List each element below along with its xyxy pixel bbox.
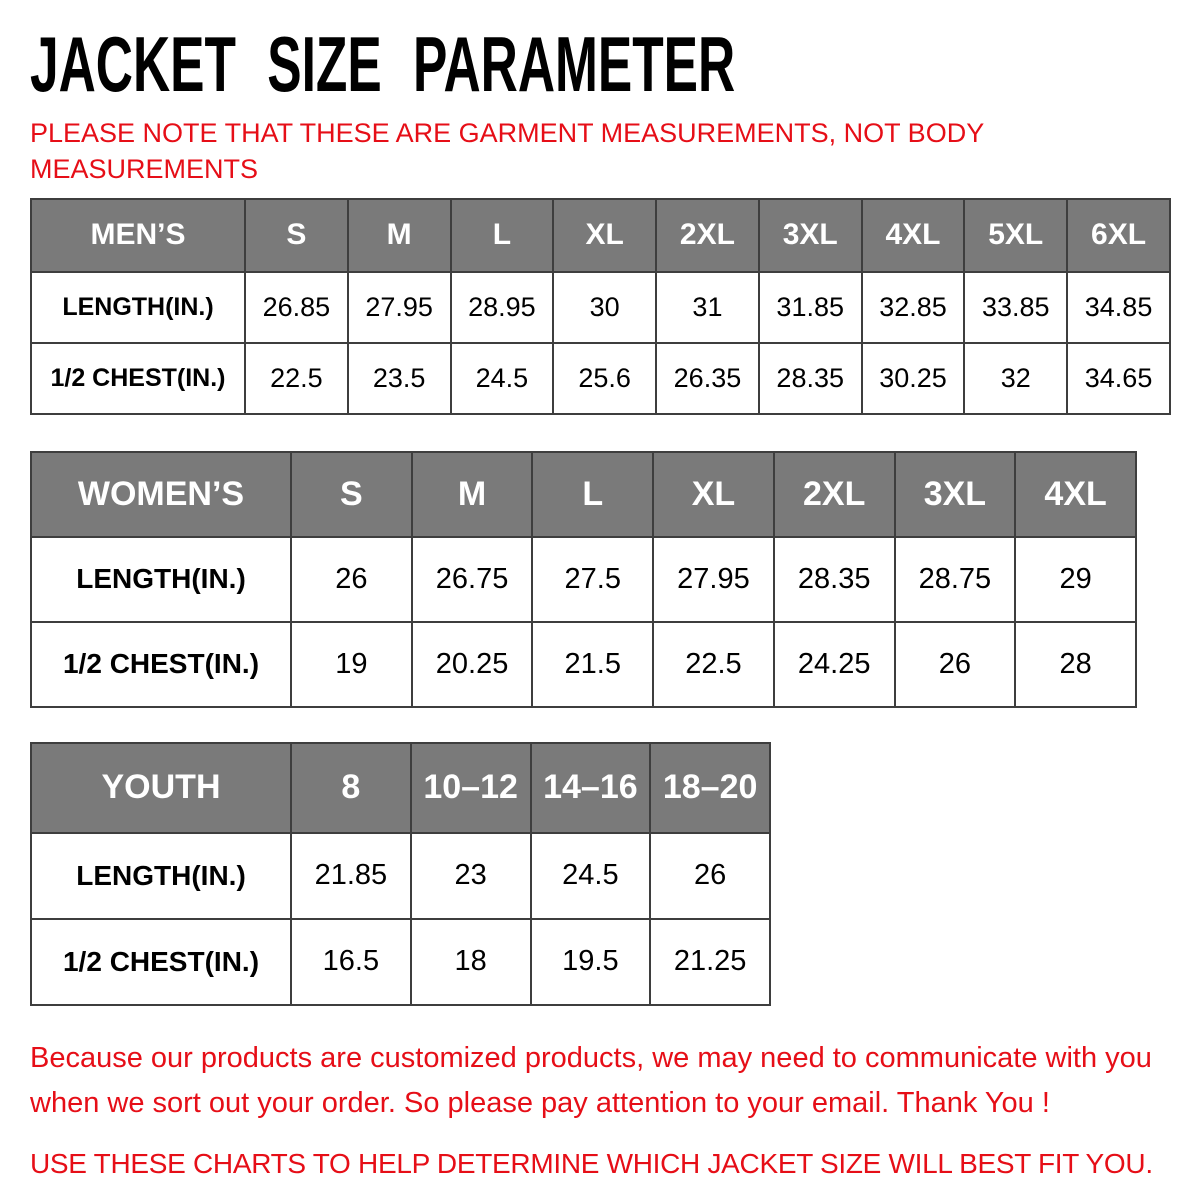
size-column-header: S xyxy=(245,199,348,272)
size-value-cell: 20.25 xyxy=(412,622,533,707)
size-value-cell: 28.95 xyxy=(451,272,554,343)
size-value-cell: 21.5 xyxy=(532,622,653,707)
measurement-row-label: 1/2 CHEST(IN.) xyxy=(31,343,245,414)
size-value-cell: 24.5 xyxy=(451,343,554,414)
measurement-row-label: LENGTH(IN.) xyxy=(31,833,291,919)
size-value-cell: 26.75 xyxy=(412,537,533,622)
youth-header-row xyxy=(31,743,770,833)
size-column-header: 6XL xyxy=(1067,199,1170,272)
garment-note-line-2: MEASUREMENTS xyxy=(30,153,259,184)
size-value-cell: 32 xyxy=(964,343,1067,414)
garment-note-line-1: PLEASE NOTE THAT THESE ARE GARMENT MEASUREMENTS, NOT BODY xyxy=(30,117,985,148)
measurement-row-label: LENGTH(IN.) xyxy=(31,537,291,622)
size-value-cell: 27.5 xyxy=(532,537,653,622)
measurement-row xyxy=(31,343,1170,414)
size-value-cell: 22.5 xyxy=(245,343,348,414)
garment-measurement-note xyxy=(30,116,1170,188)
youth-group-label: YOUTH xyxy=(31,743,291,833)
size-column-header: S xyxy=(291,452,412,537)
size-value-cell: 34.65 xyxy=(1067,343,1170,414)
size-column-header: 5XL xyxy=(964,199,1067,272)
size-value-cell: 34.85 xyxy=(1067,272,1170,343)
size-value-cell: 27.95 xyxy=(653,537,774,622)
customization-notice xyxy=(30,1036,1170,1126)
measurement-row-label: 1/2 CHEST(IN.) xyxy=(31,622,291,707)
mens-group-label: MEN’S xyxy=(31,199,245,272)
size-value-cell: 26 xyxy=(650,833,770,919)
size-column-header: 8 xyxy=(291,743,411,833)
measurement-row xyxy=(31,833,770,919)
size-value-cell: 32.85 xyxy=(862,272,965,343)
size-column-header: 4XL xyxy=(862,199,965,272)
size-value-cell: 28.75 xyxy=(895,537,1016,622)
womens-header-row xyxy=(31,452,1136,537)
size-value-cell: 22.5 xyxy=(653,622,774,707)
size-column-header: 4XL xyxy=(1015,452,1136,537)
size-value-cell: 19.5 xyxy=(531,919,651,1005)
measurement-row-label: 1/2 CHEST(IN.) xyxy=(31,919,291,1005)
size-value-cell: 27.95 xyxy=(348,272,451,343)
size-value-cell: 19 xyxy=(291,622,412,707)
size-column-header: 3XL xyxy=(895,452,1016,537)
measurement-row xyxy=(31,272,1170,343)
size-column-header: XL xyxy=(653,452,774,537)
size-value-cell: 26.35 xyxy=(656,343,759,414)
measurement-row xyxy=(31,622,1136,707)
size-value-cell: 24.25 xyxy=(774,622,895,707)
womens-group-label: WOMEN’S xyxy=(31,452,291,537)
measurement-row-label: LENGTH(IN.) xyxy=(31,272,245,343)
measurement-row xyxy=(31,919,770,1005)
fit-guidance-line: USE THESE CHARTS TO HELP DETERMINE WHICH JACKET SIZE WILL BEST FIT YOU. xyxy=(30,1147,1153,1179)
size-value-cell: 28.35 xyxy=(759,343,862,414)
size-column-header: L xyxy=(451,199,554,272)
customization-notice-line-1: Because our products are customized products, we may need to communicate with you xyxy=(30,1041,1152,1074)
size-value-cell: 26 xyxy=(291,537,412,622)
size-value-cell: 21.85 xyxy=(291,833,411,919)
size-value-cell: 30.25 xyxy=(862,343,965,414)
mens-header-row xyxy=(31,199,1170,272)
size-value-cell: 18 xyxy=(411,919,531,1005)
size-column-header: 2XL xyxy=(774,452,895,537)
page-title: JACKET SIZE PARAMETER xyxy=(30,20,736,108)
size-value-cell: 33.85 xyxy=(964,272,1067,343)
youth-size-table xyxy=(30,742,771,1006)
size-value-cell: 21.25 xyxy=(650,919,770,1005)
size-value-cell: 31.85 xyxy=(759,272,862,343)
size-column-header: L xyxy=(532,452,653,537)
size-value-cell: 29 xyxy=(1015,537,1136,622)
measurement-row xyxy=(31,537,1136,622)
size-value-cell: 28.35 xyxy=(774,537,895,622)
size-value-cell: 31 xyxy=(656,272,759,343)
size-column-header: 3XL xyxy=(759,199,862,272)
customization-notice-line-2: when we sort out your order. So please pay attention to your email. Thank You ! xyxy=(30,1086,1050,1119)
size-value-cell: 24.5 xyxy=(531,833,651,919)
size-value-cell: 28 xyxy=(1015,622,1136,707)
size-column-header: 14–16 xyxy=(531,743,651,833)
size-value-cell: 30 xyxy=(553,272,656,343)
womens-size-table xyxy=(30,451,1137,708)
size-value-cell: 16.5 xyxy=(291,919,411,1005)
size-column-header: 18–20 xyxy=(650,743,770,833)
size-column-header: XL xyxy=(553,199,656,272)
size-value-cell: 23 xyxy=(411,833,531,919)
size-value-cell: 26 xyxy=(895,622,1016,707)
size-column-header: M xyxy=(412,452,533,537)
size-column-header: M xyxy=(348,199,451,272)
size-value-cell: 26.85 xyxy=(245,272,348,343)
mens-size-table xyxy=(30,198,1171,415)
size-column-header: 2XL xyxy=(656,199,759,272)
size-value-cell: 25.6 xyxy=(553,343,656,414)
size-value-cell: 23.5 xyxy=(348,343,451,414)
size-column-header: 10–12 xyxy=(411,743,531,833)
